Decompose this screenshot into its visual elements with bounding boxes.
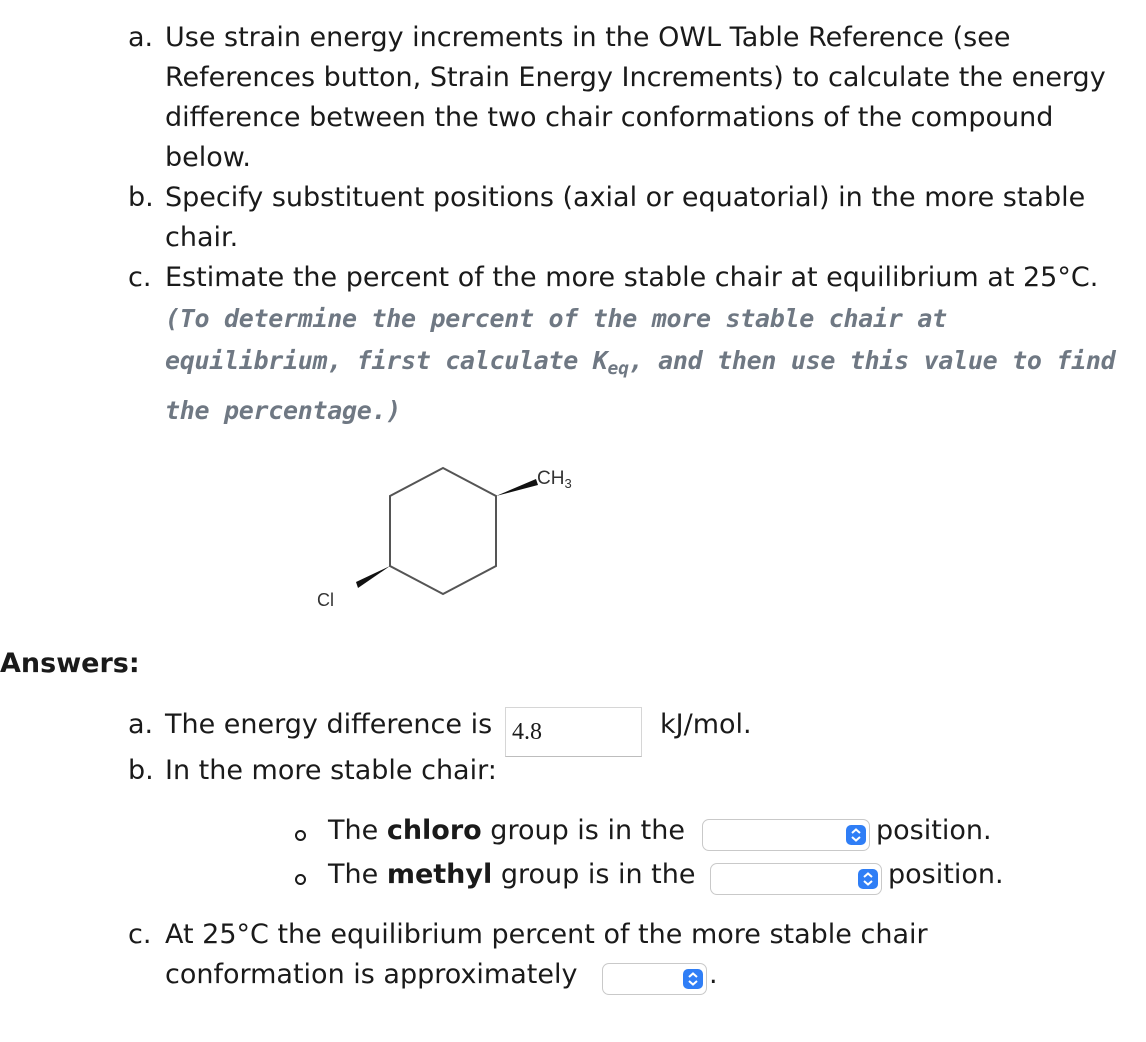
bullet-icon (295, 874, 306, 885)
question-a-text (165, 18, 1106, 178)
answer-c-line2: conformation is approximately (165, 959, 578, 990)
hint-line-3: the percentage.) (165, 396, 402, 425)
hint-line-1: (To determine the percent of the more stable chair at (165, 304, 947, 333)
question-a-line: difference between the two chair conformations of the compound (165, 102, 1054, 133)
cyclohexane-ring (390, 468, 496, 594)
question-b-marker: b. (128, 182, 154, 213)
question-a-line: below. (165, 142, 251, 173)
hint-text (165, 298, 1115, 432)
methyl-statement: The methyl group is in the (328, 859, 696, 890)
question-a-marker: a. (128, 22, 154, 53)
answer-a-prefix: The energy difference is (165, 709, 493, 740)
answer-b-marker: b. (128, 755, 154, 786)
question-a-line: References button, Strain Energy Increments) to calculate the energy (165, 62, 1106, 93)
answer-a-marker: a. (128, 709, 154, 740)
energy-difference-input[interactable]: 4.8 (505, 707, 642, 757)
question-b-text (165, 178, 1085, 258)
methyl-position-select[interactable] (710, 863, 882, 895)
question-a-line: Use strain energy increments in the OWL Table Reference (see (165, 22, 1011, 53)
question-b-line: Specify substituent positions (axial or equatorial) in the more stable (165, 182, 1086, 213)
question-c-marker: c. (128, 262, 152, 293)
chevron-up-down-icon (846, 825, 866, 845)
bullet-icon (295, 830, 306, 841)
percent-select[interactable] (602, 963, 707, 995)
energy-unit: kJ/mol. (660, 709, 752, 740)
chloro-label: Cl (317, 590, 334, 610)
answer-c-marker: c. (128, 919, 152, 950)
answer-b-text: In the more stable chair: (165, 755, 497, 786)
answer-c-line1: At 25°C the equilibrium percent of the more stable chair (165, 919, 928, 950)
methyl-wedge-bond (496, 479, 538, 496)
chloro-position-select[interactable] (702, 819, 870, 851)
answer-c-period: . (709, 959, 718, 990)
chloro-wedge-bond (356, 566, 390, 588)
chevron-up-down-icon (858, 869, 878, 889)
methyl-label: $CH_3$ (537, 468, 572, 491)
chevron-up-down-icon (683, 969, 703, 989)
question-b-line: chair. (165, 222, 239, 253)
hint-line-2: equilibrium, first calculate $K_{eq}$, and then use this value to find (165, 346, 1116, 379)
cyclohexane-structure (300, 450, 620, 620)
methyl-position-suffix: position. (888, 859, 1004, 890)
question-c-text: Estimate the percent of the more stable chair at equilibrium at 25°C. (165, 262, 1099, 293)
chloro-position-suffix: position. (876, 815, 992, 846)
answers-heading: Answers: (0, 648, 140, 679)
chloro-statement: The chloro group is in the (328, 815, 685, 846)
